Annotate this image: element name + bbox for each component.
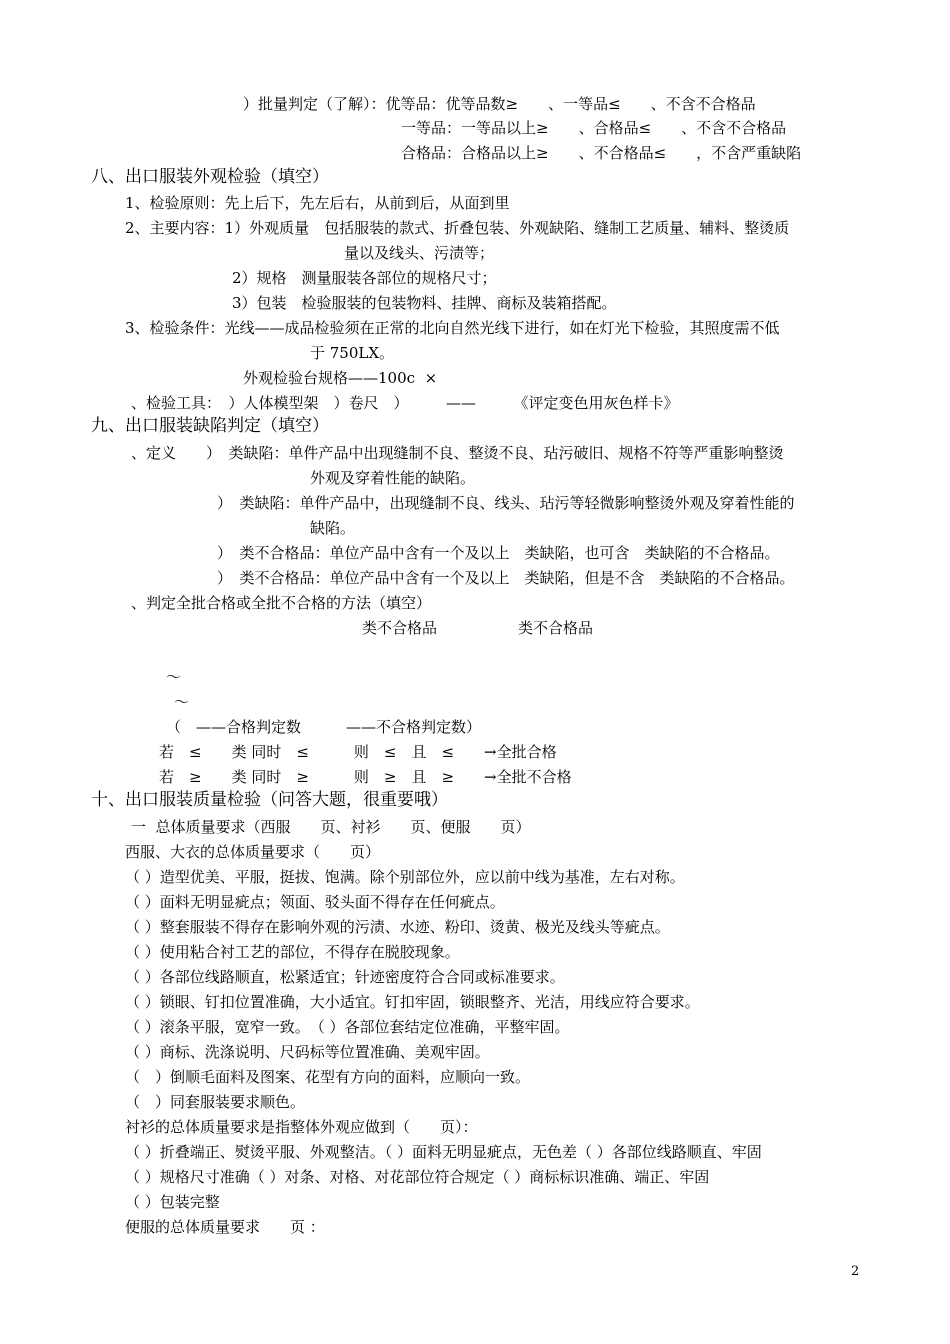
text-line: 3）包装 检验服装的包装物料、挂牌、商标及装箱搭配。 bbox=[232, 294, 617, 312]
text-line: 西服、大衣的总体质量要求（ 页） bbox=[125, 843, 381, 861]
text-line: 一等品：一等品以上≥ 、合格品≤ 、不含不合格品 bbox=[401, 119, 787, 137]
text-line: 、判定全批合格或全批不合格的方法（填空） bbox=[131, 594, 432, 612]
text-line: 量以及线头、污渍等； bbox=[344, 244, 495, 262]
text-line: ） 类缺陷：单件产品中，出现缝制不良、线头、玷污等轻微影响整烫外观及穿着性能的 bbox=[217, 494, 795, 512]
section-heading: 九、出口服装缺陷判定（填空） bbox=[91, 416, 329, 436]
text-line: 合格品：合格品以上≥ 、不合格品≤ ，不含严重缺陷 bbox=[401, 144, 802, 162]
section-heading: 十、出口服装质量检验（问答大题，很重要哦） bbox=[91, 790, 448, 810]
list-item: （ ）各部位线路顺直，松紧适宜；针迹密度符合合同或标准要求。 bbox=[125, 968, 565, 986]
text-line: 2）规格 测量服装各部位的规格尺寸； bbox=[232, 269, 497, 287]
text-line: ） 类不合格品：单位产品中含有一个及以上 类缺陷，但是不含 类缺陷的不合格品。 bbox=[217, 569, 795, 587]
text-line: 外观检验台规格——100c × bbox=[243, 369, 438, 387]
list-item: （ ）锁眼、钉扣位置准确，大小适宜。钉扣牢固，锁眼整齐、光洁，用线应符合要求。 bbox=[125, 993, 700, 1011]
text-line: 于 750LX。 bbox=[310, 344, 395, 362]
text-line: 若 ≤ 类 同时 ≤ 则 ≤ 且 ≤ →全批合格 bbox=[159, 743, 557, 761]
list-item: （ ）商标、洗涤说明、尺码标等位置准确、美观牢固。 bbox=[125, 1043, 490, 1061]
list-item: （ ）倒顺毛面料及图案、花型有方向的面料，应顺向一致。 bbox=[125, 1068, 531, 1086]
text-line: 衬衫的总体质量要求是指整体外观应做到（ 页）： bbox=[125, 1118, 478, 1136]
text-line: 便服的总体质量要求 页 ： bbox=[125, 1218, 325, 1236]
text-line: 若 ≥ 类 同时 ≥ 则 ≥ 且 ≥ →全批不合格 bbox=[159, 768, 572, 786]
section-heading: 八、出口服装外观检验（填空） bbox=[91, 167, 329, 187]
text-line: 缺陷。 bbox=[310, 519, 356, 537]
text-line: 、检验工具： ）人体模型架 ）卷尺 ） —— 《评定变色用灰色样卡》 bbox=[131, 394, 679, 412]
text-line: 、定义 ） 类缺陷：单件产品中出现缝制不良、整烫不良、玷污破旧、规格不符等严重影响整烫 bbox=[131, 444, 784, 462]
list-item: （ ）面料无明显疵点；领面、驳头面不得存在任何疵点。 bbox=[125, 893, 505, 911]
page-number: 2 bbox=[851, 1264, 860, 1279]
text-line: ～ bbox=[174, 693, 190, 711]
list-item: （ ）包装完整 bbox=[125, 1193, 220, 1211]
text-line: 类不合格品 bbox=[362, 619, 438, 637]
text-line: ～ bbox=[166, 668, 182, 686]
text-line: 类不合格品 bbox=[518, 619, 594, 637]
list-item: （ ）滚条平服，宽窄一致。 （ ）各部位套结定位准确，平整牢固。 bbox=[125, 1018, 570, 1036]
list-item: （ ）使用粘合衬工艺的部位，不得存在脱胶现象。 bbox=[125, 943, 460, 961]
list-item: （ ）造型优美、平服，挺拔、饱满。除个别部位外，应以前中线为基准，左右对称。 bbox=[125, 868, 685, 886]
list-item: （ ）折叠端正、熨烫平服、外观整洁。（ ）面料无明显疵点，无色差（ ）各部位线路顺直、牢固 bbox=[125, 1143, 762, 1161]
text-line: 一 总体质量要求（西服 页、衬衫 页、便服 页） bbox=[131, 818, 531, 836]
text-line: （ ——合格判定数 ——不合格判定数） bbox=[166, 718, 482, 736]
text-line: 3、检验条件：光线——成品检验须在正常的北向自然光线下进行，如在灯光下检验，其照度需不低 bbox=[125, 319, 780, 337]
list-item: （ ）整套服装不得存在影响外观的污渍、水迹、粉印、烫黄、极光及线头等疵点。 bbox=[125, 918, 670, 936]
list-item: （ ）同套服装要求顺色。 bbox=[125, 1093, 306, 1111]
text-line: 外观及穿着性能的缺陷。 bbox=[310, 469, 476, 487]
text-line: ）批量判定（了解）：优等品：优等品数≥ 、一等品≤ 、不含不合格品 bbox=[243, 95, 756, 113]
text-line: 2、主要内容：1）外观质量 包括服装的款式、折叠包装、外观缺陷、缝制工艺质量、辅料、整烫质 bbox=[125, 219, 790, 237]
text-line: 1、检验原则：先上后下，先左后右，从前到后，从面到里 bbox=[125, 194, 510, 212]
list-item: （ ）规格尺寸准确（ ）对条、对格、对花部位符合规定（ ）商标标识准确、端正、牢固 bbox=[125, 1168, 710, 1186]
text-line: ） 类不合格品：单位产品中含有一个及以上 类缺陷，也可含 类缺陷的不合格品。 bbox=[217, 544, 780, 562]
